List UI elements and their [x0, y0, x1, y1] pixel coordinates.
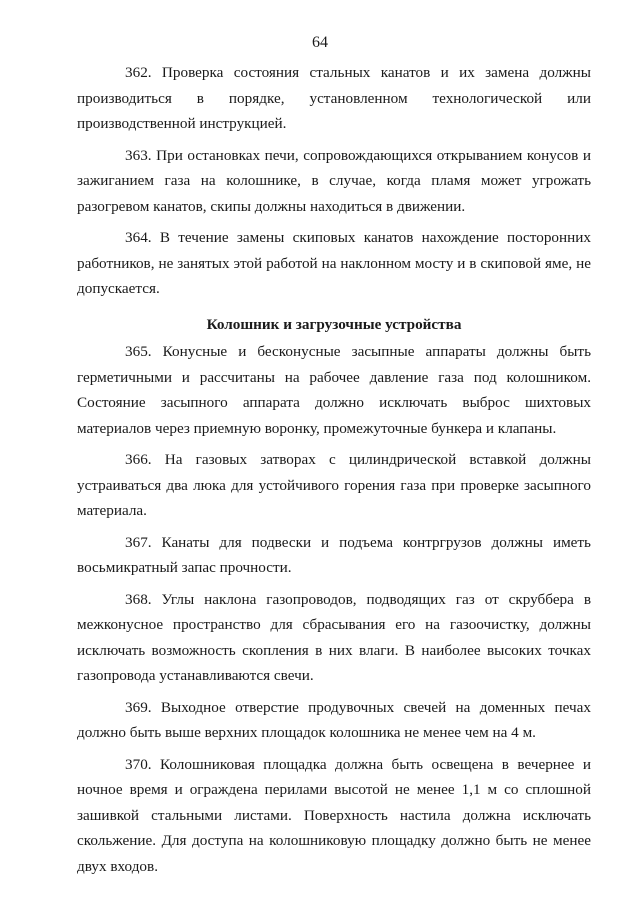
paragraph-370: 370. Колошниковая площадка должна быть освещена в вечернее и ночное время и ограждена перилами высотой не менее 1,1 м со сплошной зашивкой стальными листами. Поверхность настила должна исключать скольжение. Для доступа на колошниковую площадку должно быть не менее двух входов.	[77, 755, 591, 875]
paragraph-363: 363. При остановках печи, сопровождающихся открыванием конусов и зажиганием газа на колошнике, в случае, когда пламя может угрожать разогревом канатов, скипы должны находиться в движении.	[77, 146, 591, 215]
paragraph-365: 365. Конусные и бесконусные засыпные аппараты должны быть герметичными и рассчитаны на рабочее давление газа под колошником. Состояние засыпного аппарата должно исключать выброс шихтовых материалов через приемную воронку, промежуточные бункера и клапаны.	[77, 343, 591, 437]
page-number: 64	[312, 34, 328, 51]
section-heading: Колошник и загрузочные устройства	[206, 315, 462, 333]
paragraph-369: 369. Выходное отверстие продувочных свечей на доменных печах должно быть выше верхних площадок колошника не менее чем на 4 м.	[77, 698, 591, 741]
paragraph-366: 366. На газовых затворах с цилиндрической вставкой должны устраиваться два люка для устойчивого горения газа при проверке засыпного материала.	[77, 451, 591, 519]
paragraph-364: 364. В течение замены скиповых канатов нахождение посторонних работников, не занятых этой работой на наклонном мосту и в скиповой яме, не допускается.	[77, 229, 591, 297]
paragraph-367: 367. Канаты для подвески и подъема контргрузов должны иметь восьмикратный запас прочности.	[77, 533, 591, 576]
document-body	[77, 60, 591, 885]
paragraph-362: 362. Проверка состояния стальных канатов и их замена должны производиться в порядке, установленном технологической или производственной инструкцией.	[77, 64, 591, 132]
paragraph-368: 368. Углы наклона газопроводов, подводящих газ от скруббера в межконусное пространство для сбрасывания его на газоочистку, должны исключать возможность скопления в них влаги. В наиболее высоких точках газопровода устанавливаются свечи.	[77, 590, 591, 684]
